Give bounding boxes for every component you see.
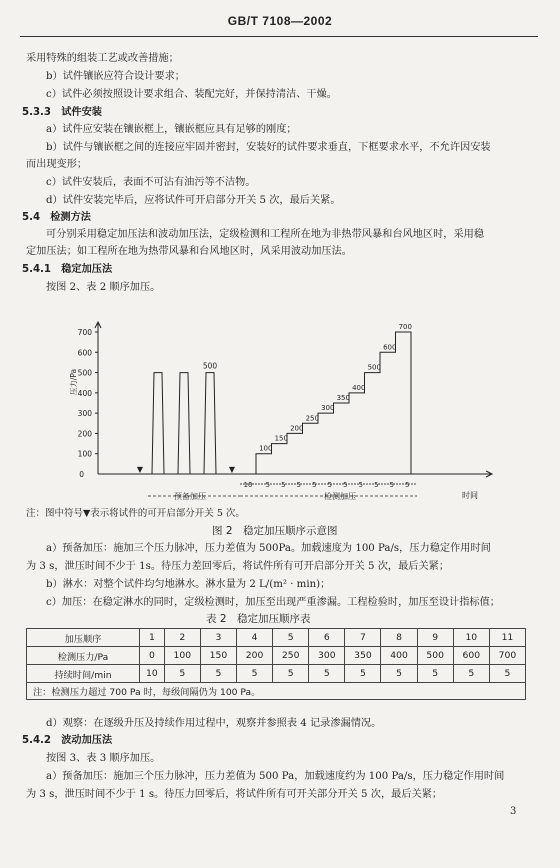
- text-line: 可分别采用稳定加压法和波动加压法，定级检测和工程所在地为非热带风暴和台风地区时，采用稳: [46, 229, 485, 240]
- duration-label: 10: [243, 481, 253, 489]
- table-cell: 2: [164, 629, 200, 647]
- table-cell: 100: [164, 647, 200, 665]
- table-cell: 200: [236, 647, 272, 665]
- step-label: 600: [383, 343, 397, 352]
- text-line: a）预备加压：施加三个压力脉冲，压力差值为 500Pa。加载速度为 100 Pa/s，压力稳定作用时间: [46, 543, 491, 554]
- y-tick-label: 700: [77, 328, 92, 337]
- text-line: b）试件与镶嵌框之间的连接应牢固并密封，安装好的试件要求垂直，下框要求水平，不允许因安装: [46, 142, 491, 153]
- table-cell: 400: [381, 647, 417, 665]
- phase-label: 检测加压: [324, 492, 356, 501]
- text-line: 为 3 s，泄压时间不少于 1s。待压力差回零后，将试件所有可开启部分开关 5 次，最后关紧；: [26, 561, 450, 572]
- duration-label: 5: [281, 481, 286, 489]
- figure-note: 注：图中符号▼表示将试件的可开启部分开关 5 次。: [26, 508, 245, 519]
- duration-label: 5: [389, 481, 394, 489]
- text-line: c）试件安装后，表面不可沾有油污等不洁物。: [46, 177, 256, 188]
- table-note: 注：检测压力超过 700 Pa 时，每级间隔仍为 100 Pa。: [27, 683, 526, 700]
- table-cell: 5: [273, 629, 309, 647]
- table-cell: 5: [489, 665, 525, 683]
- y-origin-label: 0: [79, 470, 84, 479]
- text-line: 采用特殊的组装工艺或改善措施；: [26, 53, 179, 64]
- text-line: a）预备加压：施加三个压力脉冲，压力差值为 500 Pa，加载速度约为 100 Pa/s，压力稳定作用时间: [46, 771, 505, 782]
- step-label: 500: [367, 363, 381, 372]
- table-cell: 150: [200, 647, 236, 665]
- page-number: 3: [510, 806, 517, 817]
- section-heading: 5.3.3 试件安装: [22, 107, 102, 118]
- duration-label: 5: [265, 481, 270, 489]
- figure-caption: 图 2 稳定加压顺序示意图: [212, 525, 338, 537]
- row-header: 加压顺序: [27, 629, 140, 647]
- table-cell: 5: [273, 665, 309, 683]
- table-cell: 1: [140, 629, 165, 647]
- header-rule: [20, 36, 538, 37]
- duration-label: 5: [405, 481, 410, 489]
- table-cell: 300: [309, 647, 345, 665]
- pressure-pulse: [152, 373, 164, 474]
- text-line: c）加压：在稳定淋水的同时，定级检测时，加压至出现严重渗漏。工程检验时，加压至设计指标值；: [46, 597, 500, 608]
- pressure-pulse: [204, 373, 216, 474]
- table-cell: 3: [200, 629, 236, 647]
- table-cell: 5: [453, 665, 489, 683]
- table-cell: 6: [309, 629, 345, 647]
- table-row: [27, 665, 526, 683]
- x-axis-label: 时间: [462, 491, 478, 500]
- table-cell: 5: [309, 665, 345, 683]
- step-label: 350: [336, 394, 350, 402]
- step-label: 200: [290, 424, 304, 433]
- step-label: 400: [352, 383, 366, 392]
- table-cell: 250: [273, 647, 309, 665]
- section-heading: 5.4.1 稳定加压法: [22, 264, 113, 275]
- text-line: 定加压法；如工程所在地为热带风暴和台风地区时，风采用波动加压法。: [26, 246, 352, 257]
- section-heading: 5.4 检测方法: [22, 212, 91, 223]
- row-header: 持续时间/min: [27, 665, 140, 683]
- table-cell: 10: [140, 665, 165, 683]
- table-caption: 表 2 稳定加压顺序表: [206, 613, 311, 625]
- text-line: c）试件必须按照设计要求组合、装配完好，并保持清洁、干燥。: [46, 89, 337, 100]
- text-line: b）试件镶嵌应符合设计要求；: [46, 71, 185, 82]
- table-cell: 700: [489, 647, 525, 665]
- duration-label: 5: [374, 481, 379, 489]
- pulse-label: 500: [202, 361, 218, 371]
- duration-label: 5: [312, 481, 317, 489]
- step-label: 100: [259, 444, 273, 453]
- table-cell: 5: [345, 665, 381, 683]
- valve-marker: ▼: [136, 465, 144, 474]
- table-cell: 500: [417, 647, 453, 665]
- table-row: [27, 629, 526, 647]
- y-axis-label: 压力/Pa: [69, 368, 78, 396]
- phase-label: 预备加压: [174, 492, 206, 501]
- y-tick-label: 200: [77, 429, 92, 439]
- pressure-sequence-chart: [40, 312, 500, 512]
- row-header: 检测压力/Pa: [27, 647, 140, 665]
- table-cell: 4: [236, 629, 272, 647]
- valve-marker: ▼: [228, 465, 236, 474]
- table-cell: 5: [417, 665, 453, 683]
- text-line: b）淋水：对整个试件均匀地淋水。淋水量为 2 L/(m² · min)；: [46, 579, 331, 590]
- table-cell: 9: [417, 629, 453, 647]
- table-cell: 5: [381, 665, 417, 683]
- text-line: 按图 2、表 2 顺序加压。: [46, 282, 161, 293]
- table-cell: 5: [236, 665, 272, 683]
- table-cell: 11: [489, 629, 525, 647]
- step-label: 300: [321, 404, 335, 413]
- duration-label: 5: [343, 481, 348, 489]
- duration-label: 5: [296, 481, 301, 489]
- table-cell: 0: [140, 647, 165, 665]
- table-cell: 10: [453, 629, 489, 647]
- y-tick-label: 500: [77, 368, 92, 378]
- text-line: d）试件安装完毕后，应将试件可开启部分开关 5 次，最后关紧。: [46, 195, 341, 206]
- y-tick-label: 400: [77, 388, 92, 398]
- text-line: 按图 3、表 3 顺序加压。: [46, 753, 161, 764]
- table-cell: 5: [200, 665, 236, 683]
- y-tick-label: 100: [77, 449, 92, 459]
- section-heading: 5.4.2 波动加压法: [22, 735, 113, 746]
- duration-label: 5: [358, 481, 363, 489]
- table-cell: 7: [345, 629, 381, 647]
- text-line: 为 3 s，泄压时间不少于 1 s。待压力回零后，将试件所有可开关部分开关 5 次，最后关紧；: [26, 789, 443, 800]
- standard-number: GB/T 7108—2002: [227, 14, 333, 28]
- pressure-table: [26, 628, 526, 700]
- table-row-note: [27, 683, 526, 700]
- duration-label: 5: [327, 481, 332, 489]
- text-line: 而出现变形；: [26, 159, 88, 170]
- y-tick-label: 600: [77, 348, 92, 358]
- text-line: d）观察：在逐级升压及持续作用过程中，观察并参照表 4 记录渗漏情况。: [46, 718, 382, 729]
- table-cell: 350: [345, 647, 381, 665]
- step-label: 700: [398, 323, 412, 331]
- table-row: [27, 647, 526, 665]
- text-line: a）试件应安装在镶嵌框上，镶嵌框应具有足够的刚度；: [46, 124, 297, 135]
- y-tick-label: 300: [77, 409, 92, 419]
- step-label: 250: [305, 414, 319, 423]
- table-cell: 5: [164, 665, 200, 683]
- pressure-steps: [256, 332, 411, 474]
- table-cell: 8: [381, 629, 417, 647]
- pressure-pulse: [178, 373, 190, 474]
- table-cell: 600: [453, 647, 489, 665]
- step-label: 150: [274, 434, 288, 443]
